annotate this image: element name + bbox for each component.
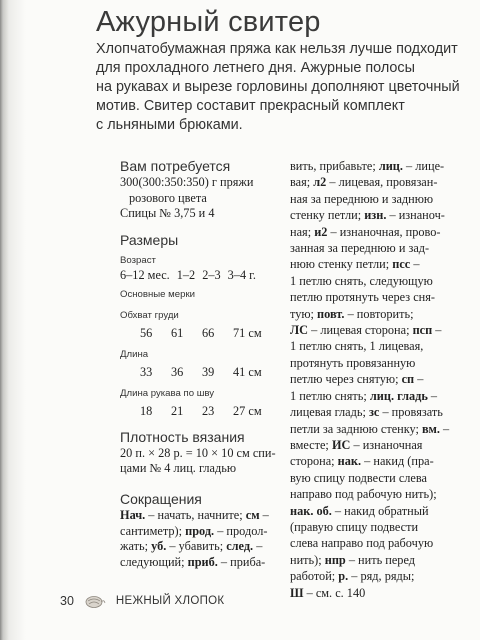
abbreviation-text: – провязать [379,405,443,420]
abbreviation-text: лицевая гладь; [290,405,369,420]
abbreviation-text: – [432,323,442,338]
text-line [120,524,280,540]
text-line [290,552,460,568]
gauge-line: цами № 4 лиц. гладью [120,461,237,476]
text-line [290,486,460,502]
abbreviation-term: сп [401,372,415,387]
text-line [290,404,460,420]
materials-line: 300(300:350:350) г пряжи [120,175,254,189]
abbreviation-text: – [439,421,450,436]
abbreviation-text: – приба- [217,554,266,569]
abbreviation-term: приб. [187,554,218,569]
abbreviation-text: – накид (пра- [361,454,434,469]
book-title: НЕЖНЫЙ ХЛОПОК [115,595,225,607]
age-value: 1–2 [176,267,196,282]
abbreviation-text: – ряд, ряды; [348,569,415,584]
abbreviations-heading: Сокращения [120,490,202,507]
abbreviation-text: сантиметр); [120,523,186,538]
right-column [290,158,460,601]
abbreviation-term: зс [368,405,380,420]
length-label: Длина [120,348,149,360]
text-line [290,322,460,338]
abbreviation-text: направо под рабочую нить); [290,487,437,502]
materials-heading: Вам потребуется [120,158,231,174]
abbreviation-text: – продол- [214,523,268,538]
text-line [120,539,280,555]
chest-label: Обхват груди [120,309,179,321]
text-line [290,503,460,519]
abbreviation-term: Нач. [120,507,146,522]
abbreviation-text: 1 петлю снять, следующую [290,273,433,288]
yarn-ball-icon [84,594,106,608]
abbreviation-term: повт. [317,306,345,321]
text-line [290,470,460,486]
materials-line: Спицы № 3,75 и 4 [120,206,215,221]
chest-value: 71 см [233,325,262,340]
abbreviation-term: псс [392,257,411,272]
text-line [290,207,460,223]
intro-line: Хлопчатобумажная пряжа как нельзя лучше подходит [96,41,458,57]
measures-label: Основные мерки [120,288,196,300]
intro-line: для прохладного летнего дня. Ажурные полосы [96,60,415,76]
length-values-row [120,364,280,380]
abbreviation-text: – [253,539,263,554]
abbreviation-text: сторона; [290,454,338,469]
abbreviation-text: – начать, начните; [145,507,246,522]
intro-paragraph [96,40,466,135]
sleeve-label: Длина рукава по шву [120,387,215,399]
abbreviation-text: – убавить; [166,539,227,554]
sleeve-value: 27 см [233,403,262,418]
length-value: 33 [140,364,153,379]
abbreviation-text: – нить перед [345,552,416,567]
text-line [120,508,280,524]
abbreviation-text: – см. с. 140 [303,585,366,600]
abbreviation-text: – лицевая сторона; [308,323,413,338]
abbreviation-term: уб. [151,539,167,554]
chest-value: 66 [202,325,215,340]
length-value: 41 см [233,364,262,379]
text-line [290,273,460,289]
text-line [290,174,460,190]
abbreviation-text: – изнаночная, прово- [327,224,441,239]
abbreviation-text: вить, прибавьте; [290,159,379,173]
age-values-row [120,267,280,283]
abbreviation-term: ИС [331,437,351,452]
abbreviation-text: работой; [290,569,339,584]
age-value: 2–3 [202,267,221,282]
abbreviation-text: вая; [290,175,314,190]
chest-values-row [120,325,280,341]
abbreviation-text: (правую спицу подвести [290,519,419,534]
abbreviation-text: – изнаноч- [386,208,445,223]
page-footer [60,594,224,608]
abbreviation-term: прод. [185,523,215,538]
intro-line: мотив. Свитер составит прекрасный комплект [96,98,405,114]
text-line [290,256,460,272]
abbreviation-text: – [410,257,420,272]
abbreviation-term: лиц. гладь [369,388,428,403]
text-line [290,355,460,371]
text-line [120,555,280,571]
abbreviation-term: и2 [314,224,328,239]
abbreviation-text: 1 петлю снять; [290,388,370,403]
text-line [290,289,460,305]
abbreviation-text: – накид обратный [331,503,429,518]
text-line [290,585,460,601]
abbreviation-term: л2 [313,175,327,190]
text-line [290,535,460,551]
abbreviation-text: – [427,388,438,403]
abbreviation-text: вместе; [290,437,332,452]
abbreviation-term: нак. об. [290,503,332,518]
text-line [290,371,460,387]
text-line [290,338,460,354]
chest-value: 56 [140,325,153,340]
abbreviation-text: – лице- [402,159,445,173]
length-value: 36 [171,364,184,379]
abbreviation-text: протянуть провязанную [290,355,416,370]
text-line [290,224,460,240]
abbreviation-text: следующий; [120,554,188,569]
abbreviation-text: – лицевая, провязан- [326,175,438,190]
abbreviation-term: вм. [422,421,440,436]
intro-line: с льняными брюками. [96,117,243,133]
page-number: 30 [60,594,74,608]
abbreviation-text: 1 петлю снять, 1 лицевая, [290,339,424,354]
abbreviation-text: ная за переднюю и заднюю [290,191,434,206]
text-line [290,568,460,584]
page-binding-shadow [0,0,26,640]
sleeve-values-row [120,403,280,419]
abbreviations-text [120,508,280,570]
abbreviation-text: – [414,372,424,387]
abbreviation-text: нить); [290,552,325,567]
age-value: 6–12 мес. [120,267,170,282]
sleeve-value: 21 [171,403,184,418]
text-line [290,437,460,453]
abbreviation-text: – изнаночная [350,437,423,452]
page-title: Ажурный свитер [96,6,321,38]
text-line [290,191,460,207]
text-line [290,388,460,404]
gauge-heading: Плотность вязания [120,428,245,445]
gauge-line: 20 п. × 28 р. = 10 × 10 см спи- [120,445,276,460]
abbreviation-term: нак. [337,454,362,469]
abbreviation-text: жать; [120,539,152,554]
abbreviation-text: – [259,507,269,522]
abbreviation-text: ная; [290,224,315,239]
intro-line: на рукавах и вырезе горловины дополняют цветочный [96,79,460,95]
abbreviation-term: изн. [364,208,387,223]
abbreviation-term: Ш [290,585,304,600]
left-column [120,158,280,570]
abbreviation-term: след. [226,539,254,554]
abbreviation-text: – повторить; [344,306,414,321]
abbreviation-text: вую спицу подвести слева [290,470,427,485]
length-value: 39 [202,364,215,379]
abbreviation-text: петли за заднюю стенку; [290,421,423,436]
text-line [290,519,460,535]
abbreviation-text: слева направо под рабочую [290,536,434,551]
text-line [290,158,460,174]
text-line [290,453,460,469]
sizes-heading: Размеры [120,231,179,248]
sleeve-value: 23 [202,403,215,418]
abbreviation-text: занная за переднюю и зад- [290,241,430,256]
age-label: Возраст [120,254,156,266]
text-line [290,421,460,437]
abbreviation-term: псп [412,323,433,338]
abbreviation-text: нюю стенку петли; [290,257,393,272]
materials-line: розового цвета [129,190,207,205]
sleeve-value: 18 [140,403,153,418]
abbreviation-text: петлю через снятую; [290,372,402,387]
text-line [290,240,460,256]
abbreviation-text: стенку петли; [290,208,365,223]
abbreviation-term: р. [338,569,349,584]
abbreviation-term: нпр [324,552,346,567]
chest-value: 61 [171,325,184,340]
abbreviation-term: ЛС [290,323,309,338]
abbreviation-term: см [245,507,260,522]
text-line [290,306,460,322]
abbreviation-term: лиц. [378,159,403,173]
abbreviations-continued [290,158,460,601]
abbreviation-text: петлю протянуть через сня- [290,290,435,305]
abbreviation-text: тую; [290,306,318,321]
age-value: 3–4 г. [227,267,256,282]
